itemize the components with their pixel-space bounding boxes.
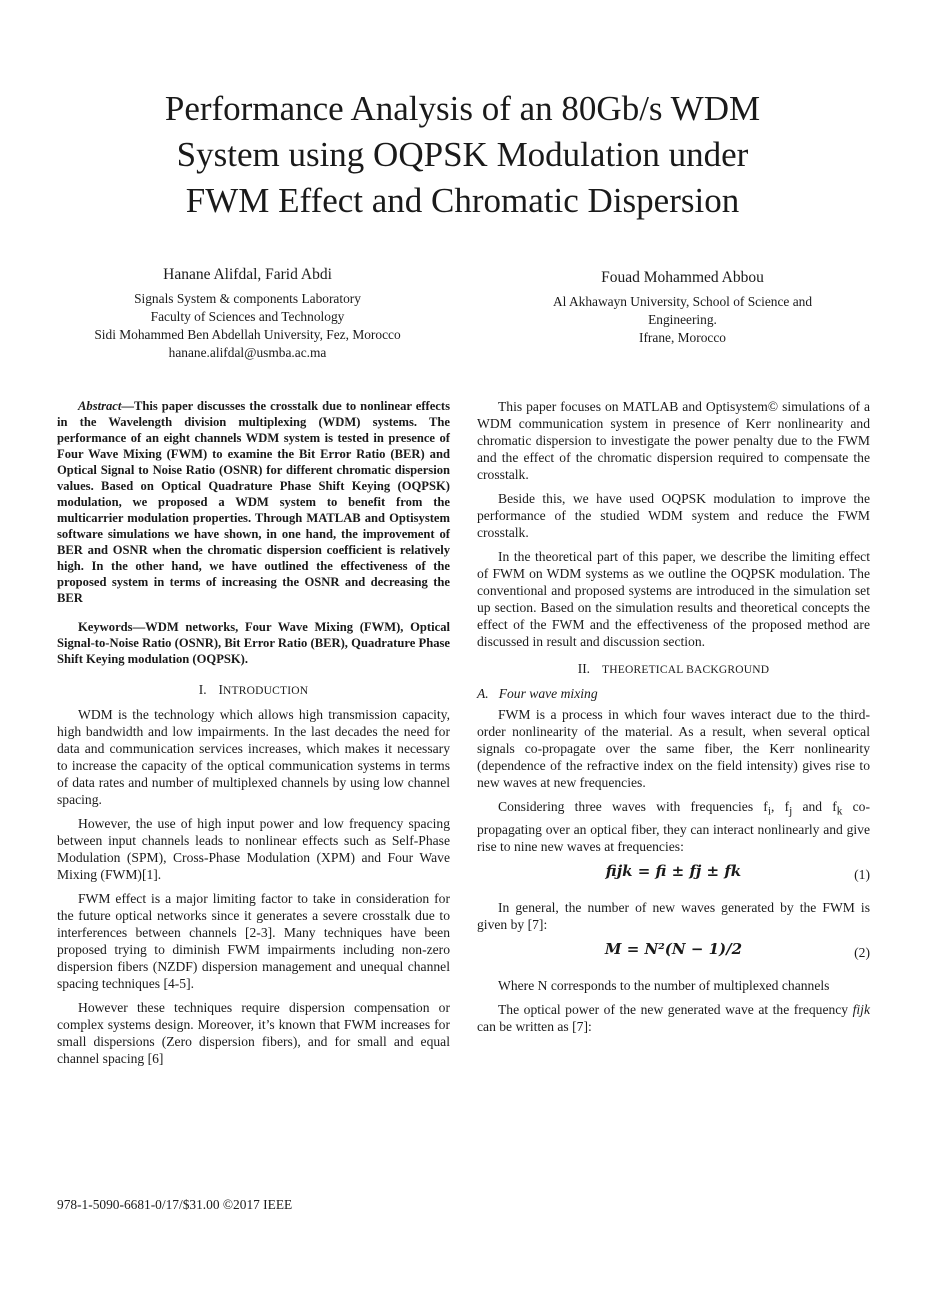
right-column — [477, 398, 870, 1042]
author-affiliation: Faculty of Sciences and Technology — [150, 309, 345, 324]
author-affiliation: Al Akhawayn University, School of Science and — [552, 294, 813, 309]
author-affiliation: Sidi Mohammed Ben Abdellah University, Fez, Morocco — [94, 327, 401, 342]
paragraph: However, the use of high input power and low frequency spacing between input channels leads to nonlinear effects such as Self-Phase Modulation (SPM), Cross-Phase Modulation (XPM) and Four Wave Mixing (FWM)[1]. — [57, 816, 450, 882]
paragraph: FWM effect is a major limiting factor to take in consideration for the future optical networks since it generates a severe crosstalk due to interferences between channels [2-3]. Many techniques have been proposed trying to diminish FWM impairments including non-zero dispersion fibers (NZDF) dispersion management and unequal channel spacing techniques [4-5]. — [57, 891, 450, 991]
copyright-footer: 978-1-5090-6681-0/17/$31.00 ©2017 IEEE — [57, 1197, 293, 1212]
paragraph: This paper focuses on MATLAB and Optisystem© simulations of a WDM communication system in presence of Kerr nonlinearity and chromatic dispersion to investigate the power penalty due to the FWM and the effect of the chromatic dispersion required to compensate the crosstalk. — [477, 399, 870, 482]
keywords: Keywords—WDM networks, Four Wave Mixing (FWM), Optical Signal-to-Noise Ratio (OSNR), Bit Error Ratio (BER), Quadrature Phase Shift Keying modulation (OQPSK). — [57, 620, 450, 666]
abstract — [57, 398, 450, 606]
section-heading-introduction — [57, 681, 450, 700]
abstract-text: —This paper discusses the crosstalk due to nonlinear effects in the Wavelength division multiplexing (WDM) systems. The performance of an eight channels WDM system is tested in presence of Four Wave Mixing (FWM) to examine the Bit Error Ratio (BER) and Optical Signal to Noise Ratio (OSNR) for different chromatic dispersion values. Based on Optical Quadrature Phase Shift Keying (OQPSK) modulation, we proposed a WDM system to benefit from the multicarrier modulation properties. Through MATLAB and Optisystem software simulations we have shown, in one hand, the improvement of BER and OSNR when the chromatic dispersion coefficient is relatively high. In the other hand, we have outlined the effectiveness of the proposed system in terms of increasing the OSNR and decreasing the BER — [57, 399, 450, 605]
paragraph: The optical power of the new generated wave at the frequency fijk can be written as [7]: — [477, 1001, 870, 1034]
section-title: THEORETICAL BACKGROUND — [602, 664, 770, 676]
left-column — [57, 398, 450, 1074]
author-name: Hanane Alifdal, Farid Abdi — [163, 266, 332, 283]
paragraph: Considering three waves with frequencies $f_i$, $f_j$ and $f_k$ co-propagating over an optical fiber, they can interact nonlinearly and give rise to nine new waves at frequencies: — [477, 799, 870, 854]
author-affiliation: Signals System & components Laboratory — [134, 291, 361, 306]
author-email: hanane.alifdal@usmba.ac.ma — [168, 345, 327, 360]
author-affiliation: Engineering. — [648, 312, 717, 327]
equation-2 — [477, 941, 870, 965]
equation-1 — [477, 863, 870, 887]
paragraph: Where N corresponds to the number of multiplexed channels — [498, 977, 830, 993]
paragraph: FWM is a process in which four waves interact due to the third-order nonlinearity of the material. As a result, when several optical signals co-propagate over the same fiber, the Kerr nonlinearity (dependence of the refractive index on the field intensity) gives rise to new waves at new frequencies. — [477, 707, 870, 790]
variable: fijk — [852, 1001, 870, 1017]
paragraph: In the theoretical part of this paper, we describe the limiting effect of FWM on WDM systems as we outline the OQPSK modulation. The conventional and proposed systems are introduced in the simulation set up section. Based on the simulation results and theoretical concepts the effect of the FWM and the effectiveness of the proposed method are discussed in result and discussion section. — [477, 549, 870, 649]
subsection-letter: A. — [477, 686, 489, 701]
section-number: I. — [198, 682, 207, 697]
paragraph: WDM is the technology which allows high transmission capacity, high bandwidth and low impairments. In the last decades the need for data and communication services increases, which makes it necessary to increase the capacity of the optical communication systems in terms of data rates and number of multiplexed channels by using low channel spacing. — [57, 707, 450, 807]
equation-formula: fijk = fi ± fj ± fk — [605, 861, 742, 880]
section-heading-theoretical-background — [477, 660, 870, 679]
title-line: System using OQPSK Modulation under — [176, 135, 749, 174]
author-affiliation: Ifrane, Morocco — [639, 330, 726, 345]
paragraph: Beside this, we have used OQPSK modulation to improve the performance of the studied WDM system and reduce the FWM crosstalk. — [477, 491, 870, 540]
equation-number: (1) — [854, 866, 870, 882]
section-number: II. — [577, 661, 591, 676]
paragraph: However these techniques require dispersion compensation or complex systems design. Moreover, it’s known that FWM increases for small dispersions (Zero dispersion fibers), and for small and equal channel spacing [6] — [57, 1000, 450, 1066]
title-line: Performance Analysis of an 80Gb/s WDM — [164, 89, 761, 128]
subsection-title: Four wave mixing — [498, 686, 598, 701]
title-line: FWM Effect and Chromatic Dispersion — [185, 181, 740, 220]
paragraph: In general, the number of new waves generated by the FWM is given by [7]: — [477, 899, 870, 932]
author-block-right — [480, 269, 885, 347]
equation-number: (2) — [854, 944, 870, 960]
paper-title — [90, 86, 835, 224]
subsection-heading — [477, 685, 870, 702]
section-title-cap: I — [218, 682, 224, 697]
section-title: NTRODUCTION — [223, 685, 309, 697]
author-block-left — [50, 266, 445, 362]
abstract-label: Abstract — [78, 399, 122, 413]
equation-formula: M = N²(N − 1)/2 — [604, 939, 743, 958]
author-name: Fouad Mohammed Abbou — [601, 269, 764, 286]
